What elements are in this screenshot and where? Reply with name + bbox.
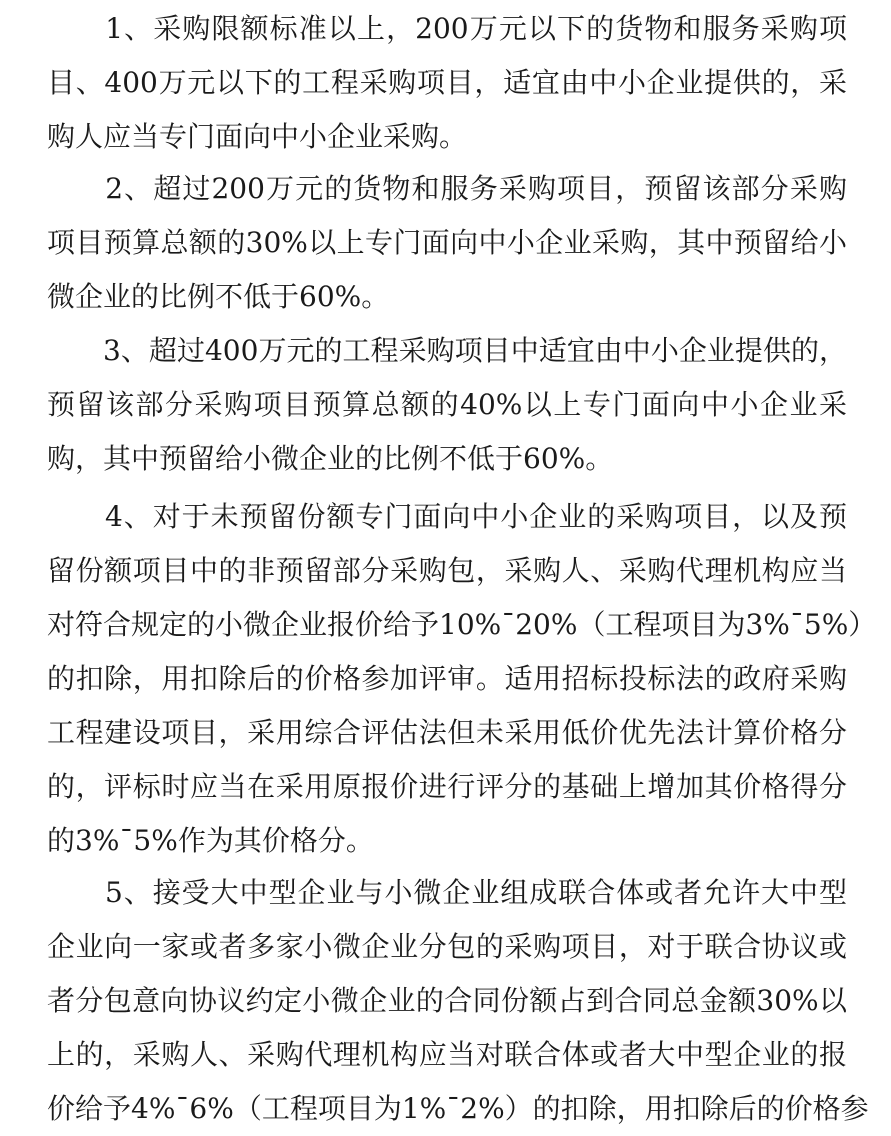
paragraph-4 <box>47 490 877 868</box>
paragraph-1 <box>47 2 847 164</box>
text-line: 工程建设项目，采用综合评估法但未采用低价优先法计算价格分 <box>47 716 847 749</box>
text-line: 微企业的比例不低于60%。 <box>47 280 390 313</box>
text-line: 3、超过400万元的工程采购项目中适宜由中小企业提供的， <box>47 334 847 367</box>
text-line: 4、对于未预留份额专门面向中小企业的采购项目，以及预 <box>47 500 847 533</box>
text-line: 上的，采购人、采购代理机构应当对联合体或者大中型企业的报 <box>47 1038 847 1071</box>
text-line: 目、400万元以下的工程采购项目，适宜由中小企业提供的，采 <box>47 66 847 99</box>
text-line: 5、接受大中型企业与小微企业组成联合体或者允许大中型 <box>47 876 847 909</box>
text-line: 对符合规定的小微企业报价给予10%¯20%（工程项目为3%¯5%） <box>47 608 877 641</box>
text-line: 的，评标时应当在采用原报价进行评分的基础上增加其价格得分 <box>47 770 847 803</box>
text-line: 购，其中预留给小微企业的比例不低于60%。 <box>47 442 614 475</box>
text-line: 企业向一家或者多家小微企业分包的采购项目，对于联合协议或 <box>47 930 847 963</box>
text-line: 项目预算总额的30%以上专门面向中小企业采购，其中预留给小 <box>47 226 847 259</box>
paragraph-3 <box>47 324 847 486</box>
paragraph-5 <box>47 866 869 1136</box>
text-line: 的3%¯5%作为其价格分。 <box>47 824 374 857</box>
paragraph-2 <box>47 162 847 324</box>
text-line: 预留该部分采购项目预算总额的40%以上专门面向中小企业采 <box>47 388 847 421</box>
text-line: 1、采购限额标准以上，200万元以下的货物和服务采购项 <box>47 12 847 45</box>
text-line: 者分包意向协议约定小微企业的合同份额占到合同总金额30%以 <box>47 984 847 1017</box>
text-line: 2、超过200万元的货物和服务采购项目，预留该部分采购 <box>47 172 847 205</box>
text-line: 的扣除，用扣除后的价格参加评审。适用招标投标法的政府采购 <box>47 662 847 695</box>
text-line: 购人应当专门面向中小企业采购。 <box>47 120 468 153</box>
text-line: 价给予4%¯6%（工程项目为1%¯2%）的扣除，用扣除后的价格参 <box>47 1092 869 1125</box>
text-line: 留份额项目中的非预留部分采购包，采购人、采购代理机构应当 <box>47 554 847 587</box>
